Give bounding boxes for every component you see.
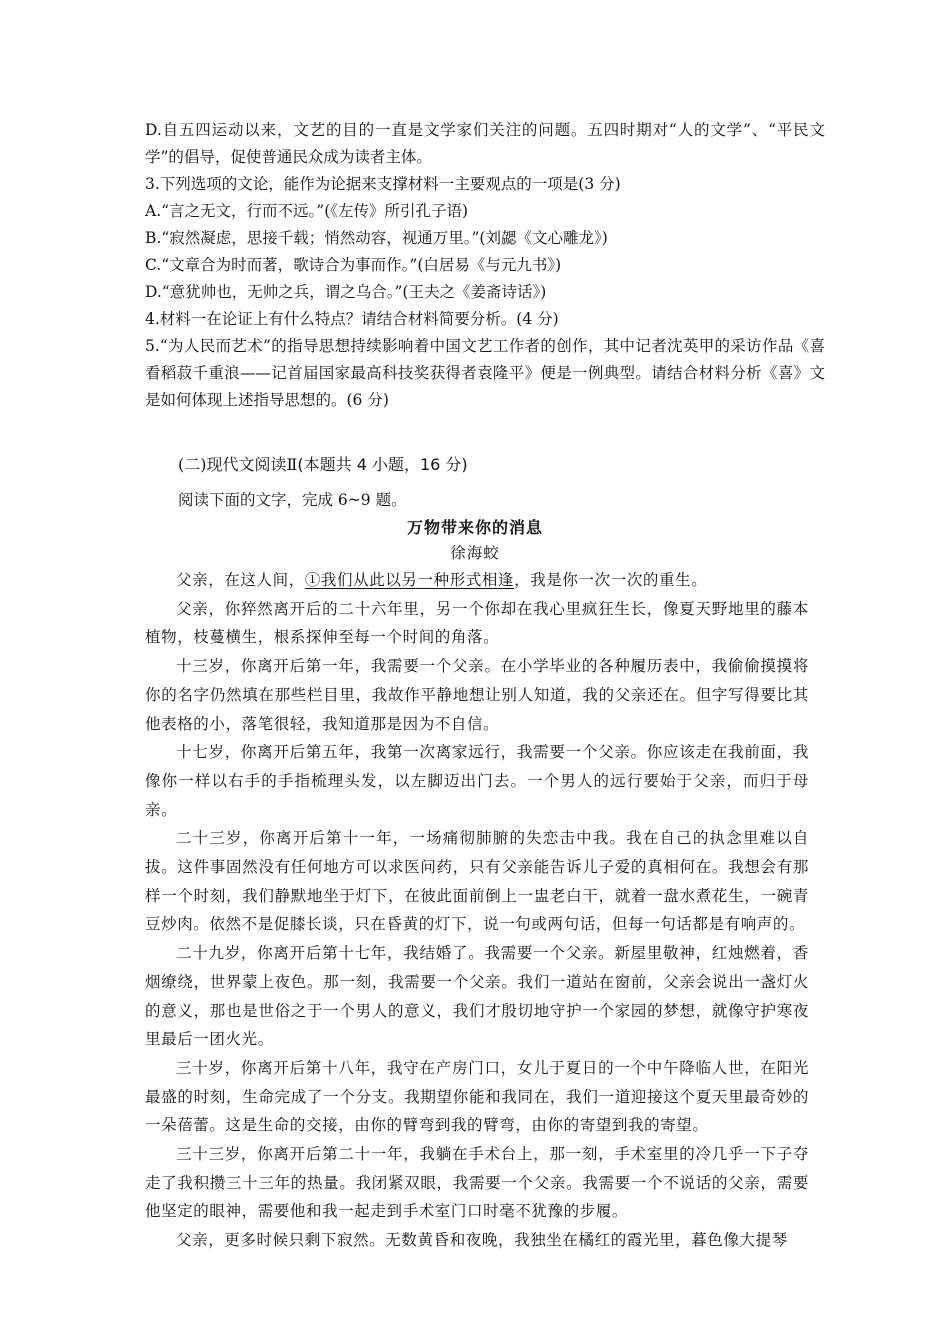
essay-paragraph: 二十三岁，你离开后第十一年，一场痛彻肺腑的失恋击中我。我在自己的执念里难以自拔。这件事固然没有任何地方可以求医问药，只有父亲能告诉儿子爱的真相何在。我想会有那样一个时刻，我们静默地坐于灯下，在彼此面前倒上一盅老白干，就着一盘水煮花生，一碗青豆炒肉。依然不是促膝长谈，只在昏黄的灯下，说一句或两句话，但每一句话都是有响声的。 bbox=[145, 829, 809, 934]
section-heading-title: (二)现代文阅读Ⅱ bbox=[178, 455, 298, 474]
essay-paragraph: 三十岁，你离开后第十八年，我守在产房门口，女儿于夏日的一个中午降临人世，在阳光最盛的时刻，生命完成了一个分支。我期望你能和我同在，我们一道迎接这个夏天里最奇妙的一朵蓓蕾。这是生命的交接，由你的臂弯到我的臂弯，由你的寄望到我的寄望。 bbox=[145, 1058, 809, 1135]
essay-paragraph: 三十三岁，你离开后第二十一年，我躺在手术台上，那一刻，手术室里的冷几乎一下子夺走了我积攒三十三年的热量。我闭紧双眼，我需要一个父亲。我需要一个不说话的父亲，需要他坚定的眼神，需要他和我一起走到手术室门口时毫不犹豫的步履。 bbox=[145, 1145, 809, 1221]
question-2-option-d bbox=[145, 117, 825, 171]
essay-paragraph bbox=[145, 566, 809, 595]
essay-paragraph: 十三岁，你离开后第一年，我需要一个父亲。在小学毕业的各种履历表中，我偷偷摸摸将你的名字仍然填在那些栏目里，我故作平静地想让别人知道，我的父亲还在。但字写得要比其他表格的小，落笔很轻，我知道那是因为不自信。 bbox=[145, 657, 809, 733]
essay-title: 万物带来你的消息 bbox=[406, 518, 543, 537]
option-d-text: D.自五四运动以来，文艺的目的一直是文学家们关注的问题。五四时期对“人的文学”、“平民文学”的倡导，促使普通民众成为读者主体。 bbox=[145, 121, 825, 166]
question-3-option-b: B.“寂然凝虑，思接千载；悄然动容，视通万里。”(刘勰《文心雕龙》) bbox=[145, 229, 608, 247]
underlined-sentence-1: ①我们从此以另一种形式相逢 bbox=[304, 571, 515, 589]
question-4-text: 4.材料一在论证上有什么特点？请结合材料简要分析。(4 分) bbox=[145, 310, 559, 328]
essay-paragraph: 十七岁，你离开后第五年，我第一次离家远行，我需要一个父亲。你应该走在我前面，我像你一样以右手的手指梳理头发，以左脚迈出门去。一个男人的远行要始于父亲，而归于母亲。 bbox=[145, 743, 809, 819]
question-4 bbox=[145, 306, 825, 333]
essay-body bbox=[145, 566, 809, 1255]
section-heading-points: (本题共 4 小题，16 分) bbox=[297, 455, 468, 474]
p1-lead: 父亲，在这人间， bbox=[176, 571, 305, 589]
question-5-text: 5.“为人民而艺术”的指导思想持续影响着中国文艺工作者的创作，其中记者沈英甲的采访作品《喜看稻菽千重浪——记首届国家最高科技奖获得者袁隆平》便是一例典型。请结合材料分析《喜》文是如何体现上述指导思想的。(6 分) bbox=[145, 337, 825, 409]
question-3-option-d: D.“意犹帅也，无帅之兵，谓之乌合。”(王夫之《姜斋诗话》) bbox=[145, 283, 547, 301]
question-3-option-a: A.“言之无文，行而不远。”(《左传》所引孔子语) bbox=[145, 202, 469, 220]
p1-tail: ，我是你一次一次的重生。 bbox=[514, 571, 708, 589]
question-3-stem: 3.下列选项的文论，能作为论据来支撑材料一主要观点的一项是(3 分) bbox=[145, 175, 621, 193]
essay-paragraph: 父亲，更多时候只剩下寂然。无数黄昏和夜晚，我独坐在橘红的霞光里，暮色像大提琴 bbox=[176, 1231, 788, 1250]
section-heading bbox=[178, 451, 468, 478]
essay-paragraph: 父亲，你猝然离开后的二十六年里，另一个你却在我心里疯狂生长，像夏天野地里的藤本植物，枝蔓横生，根系探伸至每一个时间的角落。 bbox=[145, 599, 809, 647]
essay-author: 徐海蛟 bbox=[450, 544, 500, 562]
question-5 bbox=[145, 333, 825, 414]
reading-instruction: 阅读下面的文字，完成 6~9 题。 bbox=[178, 491, 407, 509]
question-3 bbox=[145, 171, 825, 306]
essay-paragraph: 二十九岁，你离开后第十七年，我结婚了。我需要一个父亲。新屋里敬神，红烛燃着，香烟缭绕，世界蒙上夜色。那一刻，我需要一个父亲。我们一道站在窗前，父亲会说出一盏灯火的意义，那也是世俗之于一个男人的意义，我们才殷切地守护一个家园的梦想，就像守护寒夜里最后一团火光。 bbox=[145, 944, 809, 1049]
question-3-option-c: C.“文章合为时而著，歌诗合为事而作。”(白居易《与元九书》) bbox=[145, 256, 562, 274]
